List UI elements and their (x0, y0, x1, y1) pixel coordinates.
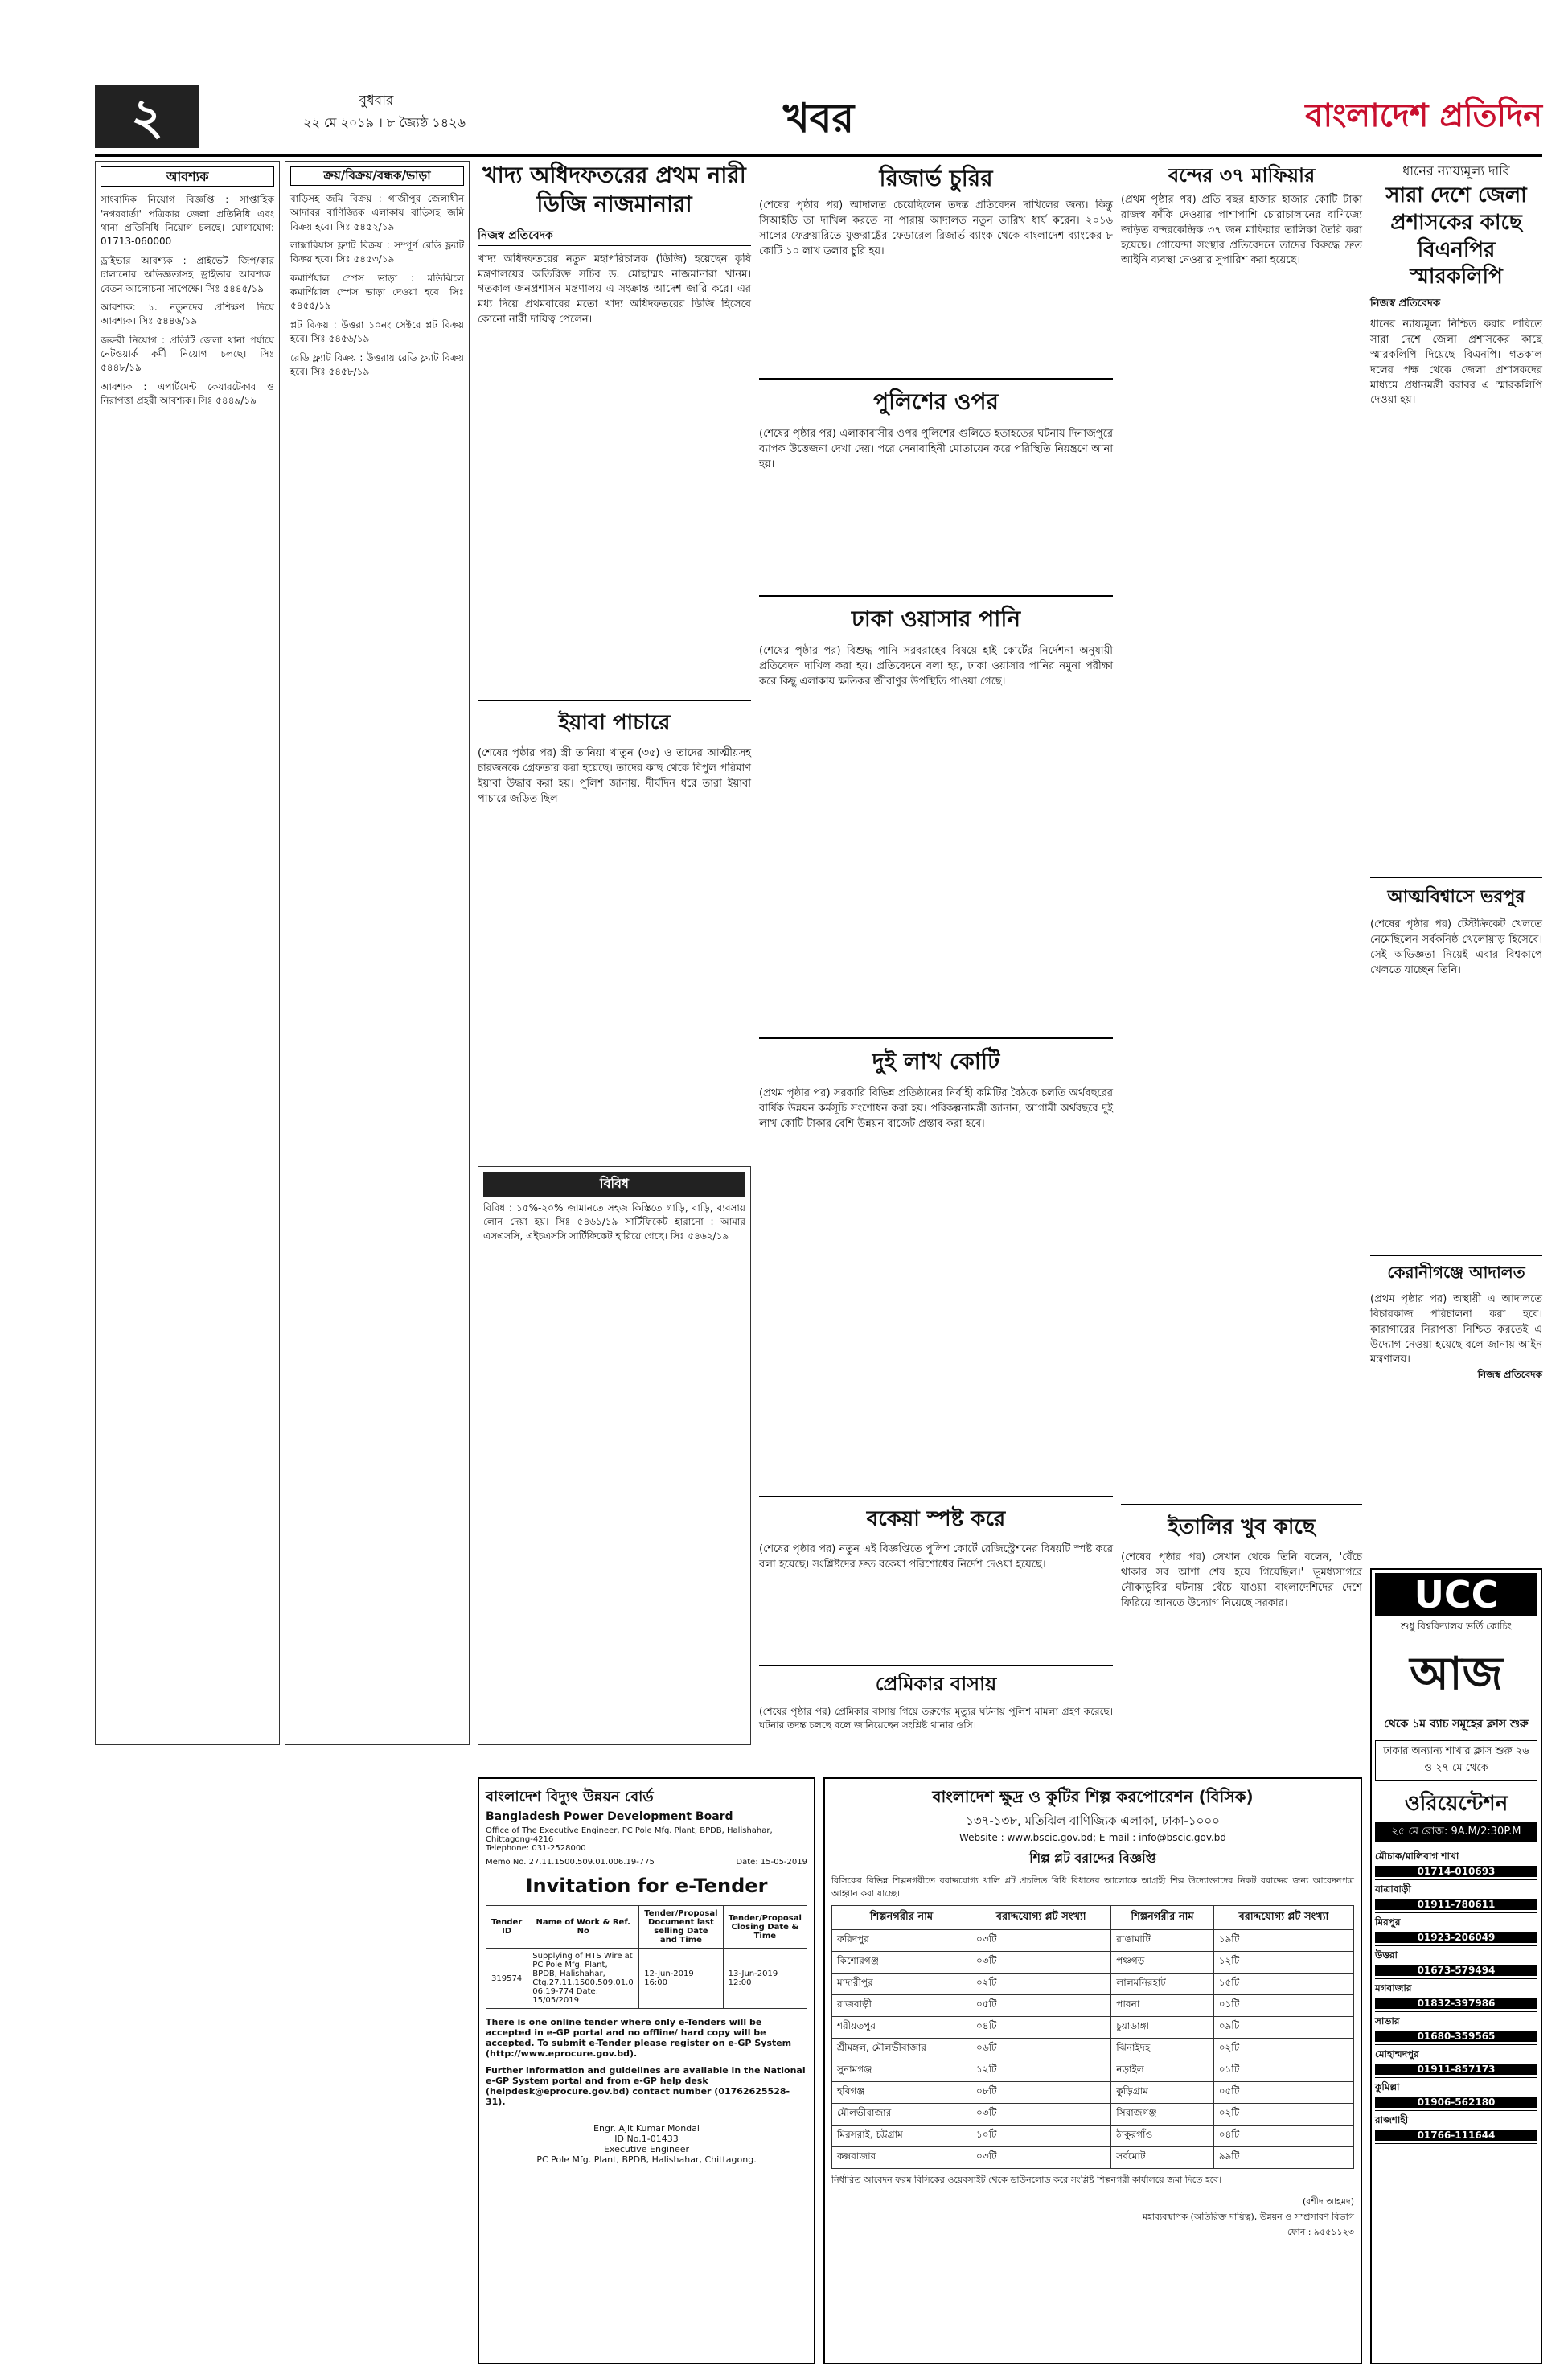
bscic-cell: ০৫টি (971, 1994, 1111, 2016)
story-wasa (759, 595, 1113, 1029)
bscic-cell: লালমনিরহাট (1111, 1973, 1213, 1994)
story-body: (শেষের পৃষ্ঠার পর) এলাকাবাসীর ওপর পুলিশের গুলিতে হতাহতের ঘটনায় দিনাজপুরে ব্যাপক উত্তেজনা দেখা দেয়। পরে সেনাবাহিনী মোতায়েন করে পরিস্থিতি নিয়ন্ত্রণে আনা হয়। (759, 428, 1113, 470)
story-yaba (478, 700, 751, 1158)
ucc-brand: UCC (1375, 1573, 1537, 1616)
logo: বাংলাদেশ প্রতিদিন (1305, 97, 1542, 134)
ucc-branch-phone: 01911-857173 (1375, 2064, 1537, 2075)
story-reserve (759, 161, 1113, 370)
bscic-row (832, 1994, 1354, 2016)
tender-cell: 12-Jun-2019 16:00 (639, 1949, 723, 2009)
bscic-cell: নড়াইল (1111, 2060, 1213, 2081)
story-body: (শেষের পৃষ্ঠার পর) প্রেমিকার বাসায় গিয়ে তরুণের মৃত্যুর ঘটনায় পুলিশ মামলা গ্রহণ করেছে। ঘটনার তদন্ত চলছে বলে জানিয়েছেন সংশ্লিষ্ট থানার ওসি। (759, 1706, 1113, 1731)
headline: ইতালির খুব কাছে (1168, 1515, 1316, 1539)
bibidho-section (478, 1166, 751, 1745)
page-number: ২ (95, 85, 199, 148)
story-keraniganj-court (1370, 1255, 1542, 1560)
classified-entry: কমার্শিয়াল স্পেস ভাড়া : মতিঝিলে কমার্শিয়াল স্পেস ভাড়া দেওয়া হবে। সিঃ ৫৪৫৫/১৯ (290, 272, 464, 312)
ucc-branch-name: রাজশাহী (1375, 2114, 1409, 2126)
headline: বন্দের ৩৭ মাফিয়ার (1168, 164, 1316, 187)
bscic-table (831, 1905, 1354, 2169)
classified-entry: আবশ্যক : এপার্টমেন্ট কেয়ারটেকার ও নিরাপত্তা প্রহরী আবশ্যক। সিঃ ৫৪৪৯/১৯ (101, 380, 274, 407)
tender-memo: Memo No. 27.11.1500.509.01.006.19-775 (486, 1858, 655, 1867)
headline: প্রেমিকার বাসায় (875, 1673, 997, 1695)
story-body: (শেষের পৃষ্ঠার পর) স্ত্রী তানিয়া খাতুন (৩৫) ও তাদের আত্মীয়সহ চারজনকে গ্রেফতার করা হয়েছে। তাদের কাছ থেকে বিপুল পরিমাণ ইয়াবা উদ্ধার করা হয়। পুলিশ জানায়, দীর্ঘদিন ধরে তারা ইয়াবা পাচারে জড়িত ছিল। (478, 747, 751, 805)
ucc-branch (1375, 1847, 1537, 1880)
ucc-branch-phone: 01680-359565 (1375, 2031, 1537, 2042)
story-confidence (1370, 877, 1542, 1247)
bscic-cell: ০৪টি (971, 2016, 1111, 2038)
headline: পুলিশের ওপর (873, 388, 999, 415)
tender-header-cell: Tender/Proposal Closing Date & Time (723, 1906, 807, 1949)
bscic-cell: রাঙামাটি (1111, 1929, 1213, 1951)
ucc-branch (1375, 2111, 1537, 2144)
classifieds-heading: আবশ্যক (101, 166, 274, 187)
ucc-branch-name: মিরপুর (1375, 1916, 1401, 1928)
bscic-cell: ১০টি (971, 2125, 1111, 2146)
headline: ইয়াবা পাচারে (558, 711, 671, 735)
tender-header-cell: Tender/Proposal Document last selling Date and Time (639, 1906, 723, 1949)
bscic-org: বাংলাদেশ ক্ষুদ্র ও কুটির শিল্প করপোরেশন (বিসিক) (932, 1787, 1254, 1806)
tender-cell: 319574 (486, 1949, 527, 2009)
bscic-cell: কুড়িগ্রাম (1111, 2081, 1213, 2103)
ucc-branch (1375, 2012, 1537, 2045)
tender-signer-office: PC Pole Mfg. Plant, BPDB, Halishahar, Chittagong. (536, 2154, 757, 2165)
classified-entry: সাংবাদিক নিয়োগ বিজ্ঞপ্তি : সাপ্তাহিক 'নগরবার্তা' পত্রিকার জেলা প্রতিনিধি এবং থানা প্রতিনিধি নিয়োগ চলছে। যোগাযোগ: 01713-060000 (101, 194, 274, 248)
ucc-branch-name: মৌচাক/মালিবাগ শাখা (1375, 1850, 1459, 1862)
tender-table (486, 1905, 807, 2009)
story-port-mafia (1121, 161, 1362, 1496)
story-food-dg (478, 161, 751, 692)
ucc-branch-phone: 01911-780611 (1375, 1899, 1537, 1910)
bscic-header-cell: বরাদ্দযোগ্য প্লট সংখ্যা (1213, 1905, 1353, 1929)
bscic-cell: ০৪টি (1213, 2125, 1353, 2146)
ucc-aaj: আজ (1410, 1648, 1503, 1700)
bscic-row (832, 1973, 1354, 1994)
bscic-cell: ঝিনাইদহ (1111, 2038, 1213, 2060)
bscic-cell: মাদারীপুর (832, 1973, 971, 1994)
ucc-branch-name: উত্তরা (1375, 1949, 1398, 1961)
tender-cell: Supplying of HTS Wire at PC Pole Mfg. Plant, BPDB, Halishahar, Ctg.27.11.1500.509.01.0 06.19-774 Date: 15/05/2019 (527, 1949, 639, 2009)
bscic-signer-title: মহাব্যবস্থাপক (অতিরিক্ত দায়িত্ব), উন্নয়ন ও সম্প্রসারণ বিভাগ (1142, 2211, 1354, 2222)
headline: আত্মবিশ্বাসে ভরপুর (1387, 887, 1525, 907)
bibidho-heading: বিবিধ (483, 1172, 745, 1197)
story-body: (শেষের পৃষ্ঠার পর) বিশুদ্ধ পানি সরবরাহের বিষয়ে হাই কোর্টের নির্দেশনা অনুযায়ী প্রতিবেদন দাখিল করা হয়। প্রতিবেদনে বলা হয়, ঢাকা ওয়াসার পানির নমুনা পরীক্ষা করে কিছু এলাকায় ক্ষতিকর জীবাণুর উপস্থিতি পাওয়া গেছে। (759, 645, 1113, 688)
bscic-intro: বিসিকের বিভিন্ন শিল্পনগরীতে বরাদ্দযোগ্য খালি প্লট প্রচলিত বিধি বিধানের আলোকে আগ্রহী শিল্প উদ্যোক্তাদের নিকট বরাদ্দের জন্য আবেদনপত্র আহ্বান করা যাচ্ছে। (831, 1875, 1354, 1899)
bscic-cell: ০৩টি (971, 1929, 1111, 1951)
ucc-branch (1375, 1913, 1537, 1946)
ucc-branch-phone: 01714-010693 (1375, 1866, 1537, 1877)
ucc-branch (1375, 2045, 1537, 2078)
story-body: (শেষের পৃষ্ঠার পর) টেস্টক্রিকেট খেলতে নেমেছিলেন সর্বকনিষ্ঠ খেলোয়াড় হিসেবে। সেই অভিজ্ঞতা নিয়েই এবার বিশ্বকাপে খেলতে যাচ্ছেন তিনি। (1370, 918, 1542, 976)
bscic-web: Website : www.bscic.gov.bd; E-mail : info@bscic.gov.bd (958, 1832, 1227, 1843)
bscic-cell: শরীয়তপুর (832, 2016, 971, 2038)
bscic-cell: মিরসরাই, চট্টগ্রাম (832, 2125, 971, 2146)
ucc-branch (1375, 1880, 1537, 1913)
ucc-branch-phone: 01906-562180 (1375, 2097, 1537, 2108)
tender-note: Further information and guidelines are available in the National e-GP System portal and from e-GP help desk (helpdesk@eprocure.gov.bd) contact number (01762625528-31). (486, 2065, 806, 2107)
tender-signer: Engr. Ajit Kumar Mondal (593, 2123, 700, 2134)
bscic-row (832, 2081, 1354, 2103)
tender-header-cell: Name of Work & Ref. No (527, 1906, 639, 1949)
bscic-cell: মৌলভীবাজার (832, 2103, 971, 2125)
bscic-row (832, 1929, 1354, 1951)
bscic-cell: ৯৯টি (1213, 2146, 1353, 2168)
story-italy (1121, 1504, 1362, 1769)
bscic-cell: ঠাকুরগাঁও (1111, 2125, 1213, 2146)
byline: নিজস্ব প্রতিবেদক (478, 226, 751, 246)
bibidho-body: বিবিধ : ১৫%-২০% জামানতে সহজ কিস্তিতে গাড়ি, বাড়ি, ব্যবসায় লোন দেয়া হয়। সিঃ ৫৪৬১/১৯ সার্টিফিকেট হারানো : আমার এসএসসি, এইচএসসি সার্টিফিকেট হারিয়ে গেছে। সিঃ ৫৪৬২/১৯ (483, 1202, 745, 1242)
ucc-line1: থেকে ১ম ব্যাচ সমূহের ক্লাস শুরু (1384, 1718, 1529, 1731)
bscic-header-cell: শিল্পনগরীর নাম (832, 1905, 971, 1929)
bscic-plot-ad (823, 1777, 1362, 2364)
buy-sell-heading: ক্রয়/বিক্রয়/বন্ধক/ভাড়া (290, 166, 464, 186)
tender-note: There is one online tender where only e-Tenders will be accepted in e-GP portal and no offline/ hard copy will be accepted. To submit e-Tender please register on e-GP System (http://www.eprocure.gov.bd). (486, 2017, 792, 2059)
story-body: খাদ্য অধিদফতরের নতুন মহাপরিচালক (ডিজি) হয়েছেন কৃষি মন্ত্রণালয়ের অতিরিক্ত সচিব ড. মোছাম্মৎ নাজমানারা খানম। গতকাল জনপ্রশাসন মন্ত্রণালয় এ সংক্রান্ত আদেশ জারি করে। এর মধ্য দিয়ে প্রথমবারের মতো খাদ্য অধিদফতরের ডিজি হিসেবে কোনো নারী দায়িত্ব পেলেন। (478, 253, 751, 327)
ucc-branch (1375, 1979, 1537, 2012)
headline: সারা দেশে জেলা প্রশাসকের কাছে বিএনপির স্মারকলিপি (1385, 183, 1527, 290)
bscic-cell: পাবনা (1111, 1994, 1213, 2016)
bscic-row (832, 2103, 1354, 2125)
story-girlfriend-house (759, 1665, 1113, 1769)
buy-sell-column (285, 161, 470, 1745)
tender-org-bn: বাংলাদেশ বিদ্যুৎ উন্নয়ন বোর্ড (486, 1789, 654, 1805)
bscic-cell: পঞ্চগড় (1111, 1951, 1213, 1973)
story-body: (প্রথম পৃষ্ঠার পর) প্রতি বছর হাজার হাজার কোটি টাকা রাজস্ব ফাঁকি দেওয়ার পাশাপাশি চোরাচালানের বাণিজ্যে জড়িত বন্দরকেন্দ্রিক ৩৭ জন মাফিয়ার তালিকা তৈরি করা হয়েছে। গোয়েন্দা সংস্থার প্রতিবেদনে তাদের বিরুদ্ধে দ্রুত আইনি ব্যবস্থা নেওয়ার সুপারিশ করা হয়েছে। (1121, 194, 1362, 267)
ucc-branch-name: মোহাম্মদপুর (1375, 2048, 1419, 2060)
bscic-cell: ০১টি (1213, 2060, 1353, 2081)
headline: দুই লাখ কোটি (872, 1048, 1000, 1074)
bscic-cell: সুনামগঞ্জ (832, 2060, 971, 2081)
tender-title: Invitation for e-Tender (525, 1875, 768, 1897)
bscic-row (832, 2038, 1354, 2060)
ucc-branch-phone: 01923-206049 (1375, 1932, 1537, 1943)
tender-office: Office of The Executive Engineer, PC Pole Mfg. Plant, BPDB, Halishahar, Chittagong-4216 (486, 1826, 773, 1844)
headline: কেরানীগঞ্জে আদালত (1387, 1263, 1525, 1282)
bscic-cell: চুয়াডাঙ্গা (1111, 2016, 1213, 2038)
bscic-closing: নির্ধারিত আবেদন ফরম বিসিকের ওয়েবসাইট থেকে ডাউনলোড করে সংশ্লিষ্ট শিল্পনগরী কার্যালয়ে জমা দিতে হবে। (831, 2174, 1222, 2185)
story-police (759, 378, 1113, 587)
story-body: ধানের ন্যায্যমূল্য নিশ্চিত করার দাবিতে সারা দেশে জেলা প্রশাসকের কাছে স্মারকলিপি দিয়েছে বিএনপি। গতকাল দলের পক্ষ থেকে জেলা প্রশাসকদের মাধ্যমে প্রধানমন্ত্রী বরাবর এ স্মারকলিপি দেওয়া হয়। (1370, 318, 1542, 407)
classifieds-column (95, 161, 280, 1745)
bscic-cell: ১৯টি (1213, 1929, 1353, 1951)
bscic-row (832, 2125, 1354, 2146)
bscic-cell: সর্বমোট (1111, 2146, 1213, 2168)
story-body: (প্রথম পৃষ্ঠার পর) সরকারি বিভিন্ন প্রতিষ্ঠানের নির্বাহী কমিটির বৈঠকে চলতি অর্থবছরের বার্ষিক উন্নয়ন কর্মসূচি সংশোধন করা হয়। পরিকল্পনামন্ত্রী জানান, আগামী অর্থবছরে দুই লাখ কোটি টাকার বেশি উন্নয়ন বাজেট প্রস্তাব করা হবে। (759, 1087, 1113, 1130)
bscic-row (832, 2060, 1354, 2081)
ucc-advertisement (1370, 1568, 1542, 2364)
bscic-signer: (রশীদ আহমদ) (1302, 2195, 1354, 2207)
kicker: ধানের ন্যায্যমূল্য দাবি (1402, 163, 1510, 179)
ucc-line2: ঢাকার অন্যান্য শাখার ক্লাস শুরু ২৬ ও ২৭ মে থেকে (1375, 1740, 1537, 1780)
bscic-cell: ১২টি (1213, 1951, 1353, 1973)
bscic-cell: ০২টি (1213, 2038, 1353, 2060)
ucc-branch (1375, 2078, 1537, 2111)
masthead-date: ২২ মে ২০১৯ । ৮ জ্যৈষ্ঠ ১৪২৬ (303, 115, 466, 130)
bscic-cell: কক্সবাজার (832, 2146, 971, 2168)
bscic-header-cell: শিল্পনগরীর নাম (1111, 1905, 1213, 1929)
classified-entry: লাক্সারিয়াস ফ্ল্যাট বিক্রয় : সম্পূর্ণ রেডি ফ্ল্যাট বিক্রয় হবে। সিঃ ৫৪৫৩/১৯ (290, 239, 464, 265)
bscic-cell: রাজবাড়ী (832, 1994, 971, 2016)
story-bnp-memorandum (1370, 161, 1542, 869)
ucc-tagline: শুধু বিশ্ববিদ্যালয় ভর্তি কোচিং (1400, 1620, 1513, 1632)
byline: নিজস্ব প্রতিবেদক (1370, 298, 1441, 310)
classified-entry: বাড়িসহ জমি বিক্রয় : গাজীপুর জেলাধীন আদাবর বাণিজ্যিক এলাকায় বাড়িসহ জমি বিক্রয় হবে। সিঃ ৫৪৫২/১৯ (290, 192, 464, 232)
bscic-row (832, 2016, 1354, 2038)
tender-phone: Telephone: 031-2528000 (486, 1844, 586, 1853)
ucc-branch-name: যাত্রাবাড়ী (1375, 1883, 1411, 1895)
classified-entry: প্লট বিক্রয় : উত্তরা ১০নং সেক্টরে প্লট বিক্রয় হবে। সিঃ ৫৪৫৬/১৯ (290, 318, 464, 345)
headline: ঢাকা ওয়াসার পানি (851, 606, 1021, 632)
headline: খাদ্য অধিদফতরের প্রথম নারী ডিজি নাজমানারা (482, 162, 746, 218)
ucc-orientation-time: ২৫ মে রোজ: 9A.M/2:30P.M (1375, 1822, 1537, 1842)
bscic-cell: ০৯টি (1213, 2016, 1353, 2038)
ucc-branch-list (1375, 1847, 1537, 2144)
bscic-cell: ০৮টি (971, 2081, 1111, 2103)
headline: বকেয়া স্পষ্ট করে (866, 1507, 1006, 1531)
bscic-cell: সিরাজগঞ্জ (1111, 2103, 1213, 2125)
bscic-cell: ০৫টি (1213, 2081, 1353, 2103)
bscic-cell: হবিগঞ্জ (832, 2081, 971, 2103)
story-two-lakh-crore (759, 1037, 1113, 1488)
ucc-branch-phone: 01832-397986 (1375, 1998, 1537, 2009)
masthead (95, 85, 1542, 153)
byline: নিজস্ব প্রতিবেদক (1477, 1369, 1542, 1381)
tender-date: Date: 15-05-2019 (736, 1858, 807, 1867)
bscic-signer-phone: ফোন : ৯৫৫১১২৩ (1287, 2226, 1354, 2237)
ucc-branch (1375, 1946, 1537, 1979)
ucc-branch-name: কুমিল্লা (1375, 2081, 1400, 2093)
bscic-cell: ০৬টি (971, 2038, 1111, 2060)
classified-entry: জরুরী নিয়োগ : প্রতিটি জেলা থানা পর্যায়ে নেটওয়ার্ক কর্মী নিয়োগ চলছে। সিঃ ৫৪৪৮/১৯ (101, 334, 274, 374)
classified-entry: আবশ্যক: ১. নতুনদের প্রশিক্ষণ দিয়ে আবশ্যক। সিঃ ৫৪৪৬/১৯ (101, 301, 274, 327)
bscic-cell: ০২টি (1213, 2103, 1353, 2125)
masthead-rule (95, 154, 1542, 157)
story-body: (প্রথম পৃষ্ঠার পর) অস্থায়ী এ আদালতে বিচারকাজ পরিচালনা করা হবে। কারাগারের নিরাপত্তা নিশ্চিত করতেই এ উদ্যোগ নেওয়া হয়েছে বলে জানায় আইন মন্ত্রণালয়। (1370, 1293, 1542, 1366)
tender-signer-id: ID No.1-01433 (614, 2134, 679, 2144)
tender-cell: 13-Jun-2019 12:00 (723, 1949, 807, 2009)
ucc-branch-name: সাভার (1375, 2015, 1400, 2027)
ucc-branch-name: মগবাজার (1375, 1982, 1412, 1994)
bscic-cell: ফরিদপুর (832, 1929, 971, 1951)
bscic-address: ১৩৭-১৩৮, মতিঝিল বাণিজ্যিক এলাকা, ঢাকা-১০০০ (966, 1813, 1220, 1828)
story-dues (759, 1496, 1113, 1657)
bscic-cell: ০৩টি (971, 2146, 1111, 2168)
story-body: (শেষের পৃষ্ঠার পর) আদালত চেয়েছিলেন তদন্ত প্রতিবেদন দাখিলের জন্য। কিন্তু সিআইডি তা দাখিল করতে না পারায় আদালত নতুন তারিখ ধার্য করেন। ২০১৬ সালের ফেব্রুয়ারিতে যুক্তরাষ্ট্রের ফেডারেল রিজার্ভ ব্যাংক থেকে বাংলাদেশ ব্যাংকের ৮ কোটি ১০ লাখ ডলার চুরি হয়। (759, 199, 1113, 257)
bscic-row (832, 1951, 1354, 1973)
ucc-branch-phone: 01673-579494 (1375, 1965, 1537, 1976)
story-body: (শেষের পৃষ্ঠার পর) নতুন এই বিজ্ঞপ্তিতে পুলিশ কোর্টে রেজিস্ট্রেশনের বিষয়টি স্পষ্ট করে বলা হয়েছে। সংশ্লিষ্টদের দ্রুত বকেয়া পরিশোধের নির্দেশ দেওয়া হয়েছে। (759, 1543, 1113, 1571)
tender-header-cell: Tender ID (486, 1906, 527, 1949)
bscic-cell: ১৫টি (1213, 1973, 1353, 1994)
bscic-cell: ১২টি (971, 2060, 1111, 2081)
bscic-cell: শ্রীমঙ্গল, মৌলভীবাজার (832, 2038, 971, 2060)
bpdb-tender-ad (478, 1777, 815, 2364)
bscic-cell: ০২টি (971, 1973, 1111, 1994)
ucc-branch-phone: 01766-111644 (1375, 2130, 1537, 2141)
bscic-row (832, 2146, 1354, 2168)
bscic-cell: ০৩টি (971, 2103, 1111, 2125)
story-body: (শেষের পৃষ্ঠার পর) সেখান থেকে তিনি বলেন, 'বেঁচে থাকার সব আশা শেষ হয়ে গিয়েছিল।' ভূমধ্যসাগরে নৌকাডুবির ঘটনায় বেঁচে যাওয়া বাংলাদেশিদের দেশে ফিরিয়ে আনতে উদ্যোগ নিয়েছে সরকার। (1121, 1551, 1362, 1609)
bscic-cell: ০১টি (1213, 1994, 1353, 2016)
tender-org-en: Bangladesh Power Development Board (486, 1810, 733, 1823)
bscic-cell: কিশোরগঞ্জ (832, 1951, 971, 1973)
bscic-cell: ০৩টি (971, 1951, 1111, 1973)
bscic-header-cell: বরাদ্দযোগ্য প্লট সংখ্যা (971, 1905, 1111, 1929)
tender-signer-title: Executive Engineer (603, 2144, 690, 2154)
headline: রিজার্ভ চুরির (879, 165, 993, 191)
masthead-day: বুধবার (359, 92, 394, 109)
classified-entry: রেডি ফ্ল্যাট বিক্রয় : উত্তরায় রেডি ফ্ল্যাট বিক্রয় হবে। সিঃ ৫৪৫৮/১৯ (290, 351, 464, 378)
ucc-orientation: ওরিয়েন্টেশন (1404, 1792, 1508, 1816)
classified-entry: ড্রাইভার আবশ্যক : প্রাইভেট জিপ/কার চালানোর অভিজ্ঞতাসহ ড্রাইভার আবশ্যক। বেতন আলোচনা সাপেক্ষে। সিঃ ৫৪৪৫/১৯ (101, 254, 274, 294)
bscic-title: শিল্প প্লট বরাদ্দের বিজ্ঞপ্তি (1029, 1850, 1156, 1866)
section-title: খবর (782, 95, 855, 142)
